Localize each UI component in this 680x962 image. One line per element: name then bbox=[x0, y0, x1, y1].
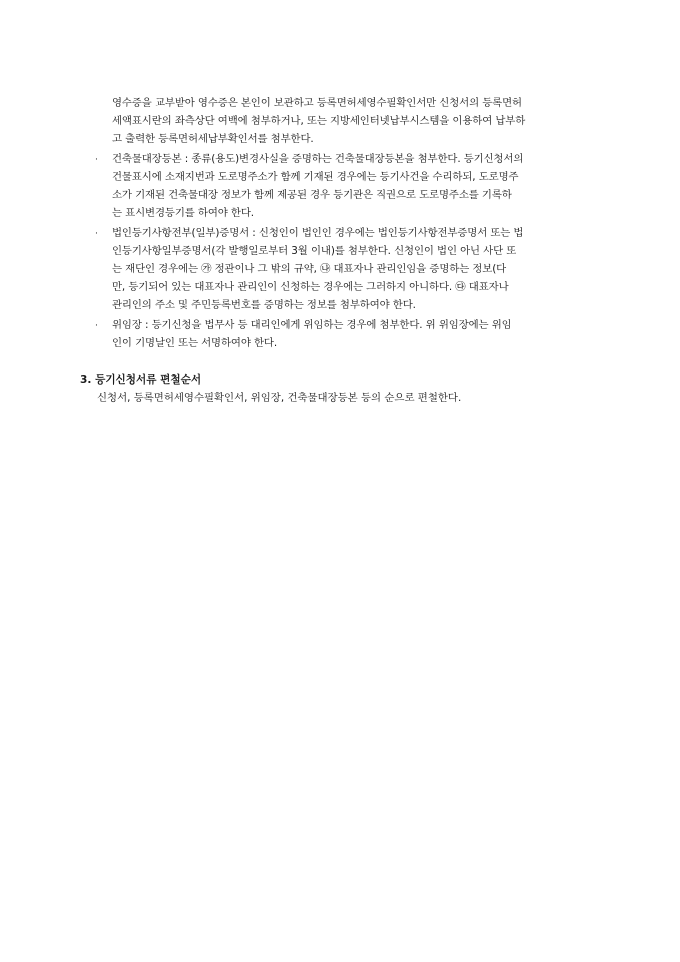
bullet-item-corporate-registry bbox=[95, 224, 523, 243]
continuation-line-2: 세액표시란의 좌측상단 여백에 첨부하거나, 또는 지방세인터넷납부시스템을 이용하여 납부하 bbox=[112, 115, 526, 127]
bullet-marker: · bbox=[95, 155, 98, 165]
bullet-text-line: 는 재단인 경우에는 ㉮ 정관이나 그 밖의 규약, ㉯ 대표자나 관리인임을 증명하는 정보(다 bbox=[112, 263, 507, 275]
bullet-marker: · bbox=[95, 321, 98, 331]
bullet-text-line: 건물표시에 소재지번과 도로명주소가 함께 기재된 경우에는 등기사건을 수리하되, 도로명주 bbox=[112, 171, 519, 183]
section-title: 3. 등기신청서류 편철순서 bbox=[80, 374, 202, 386]
bullet-text-line: 만, 등기되어 있는 대표자나 관리인이 신청하는 경우에는 그러하지 아니하다. ㉰ 대표자나 bbox=[112, 281, 509, 293]
bullet-text-line: 법인등기사항전부(일부)증명서 : 신청인이 법인인 경우에는 법인등기사항전부증명서 또는 법 bbox=[112, 227, 524, 239]
bullet-text-line: 건축물대장등본 : 종류(용도)변경사실을 증명하는 건축물대장등본을 첨부한다. 등기신청서의 bbox=[112, 153, 524, 165]
continuation-line-3: 고 출력한 등록면허세납부확인서를 첨부한다. bbox=[112, 133, 314, 145]
bullet-text-line: 는 표시변경등기를 하여야 한다. bbox=[112, 207, 254, 219]
section-body: 신청서, 등록면허세영수필확인서, 위임장, 건축물대장등본 등의 순으로 편철한다. bbox=[97, 392, 462, 404]
bullet-item-power-of-attorney bbox=[95, 316, 512, 335]
bullet-text-line: 위임장 : 등기신청을 법무사 등 대리인에게 위임하는 경우에 첨부한다. 위 위임장에는 위임 bbox=[112, 319, 512, 331]
bullet-text-line: 관리인의 주소 및 주민등록번호를 증명하는 정보를 첨부하여야 한다. bbox=[112, 299, 416, 311]
bullet-text-line: 소가 기재된 건축물대장 정보가 함께 제공된 경우 등기관은 직권으로 도로명주소를 기록하 bbox=[112, 189, 512, 201]
continuation-line-1: 영수증을 교부받아 영수증은 본인이 보관하고 등록면허세영수필확인서만 신청서의 등록면허 bbox=[112, 97, 522, 109]
bullet-text-line: 인등기사항일부증명서(각 발행일로부터 3월 이내)를 첨부한다. 신청인이 법인 아닌 사단 또 bbox=[112, 245, 517, 257]
bullet-text-line: 인이 기명날인 또는 서명하여야 한다. bbox=[112, 337, 278, 349]
bullet-item-building-register bbox=[95, 150, 523, 169]
bullet-marker: · bbox=[95, 229, 98, 239]
